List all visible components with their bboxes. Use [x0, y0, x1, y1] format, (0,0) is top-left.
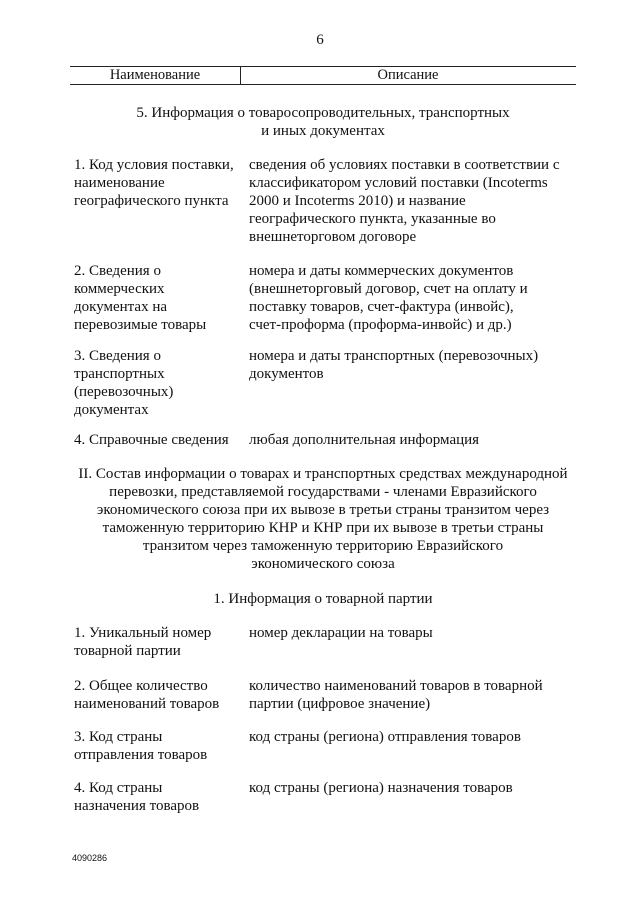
s5-row-2-name [74, 262, 244, 334]
section-5-heading [70, 104, 576, 140]
text-line: назначения товаров [74, 798, 200, 814]
text-line: любая дополнительная информация [249, 432, 480, 448]
text-line: 1. Уникальный номер [74, 625, 212, 641]
ss1-row-3-description [249, 728, 574, 746]
text-line: 3. Сведения о [74, 348, 161, 364]
heading-line: транзитом через таможенную территорию Евразийского [142, 538, 504, 554]
text-line: наименование [74, 175, 165, 191]
text-line: номера и даты коммерческих документов [249, 263, 514, 279]
ss1-row-2-name [74, 677, 244, 713]
text-line: классификатором условий поставки (Incoterms [249, 175, 548, 191]
ss1-row-4-name [74, 779, 244, 815]
text-line: номера и даты транспортных (перевозочных) [249, 348, 539, 364]
text-line: 2. Общее количество [74, 678, 208, 694]
text-line: количество наименований товаров в товарной [249, 678, 543, 694]
heading-line: перевозки, представляемой государствами - членами Евразийского [109, 484, 537, 500]
s5-row-2-description [249, 262, 574, 334]
table-header-description: Описание [377, 67, 439, 83]
text-line: документах на [74, 299, 168, 315]
text-line: внешнеторговом договоре [249, 229, 417, 245]
text-line: код страны (региона) назначения товаров [249, 780, 513, 796]
ss1-row-1-description [249, 624, 574, 642]
text-line: географического пункта, указанные во [249, 211, 496, 227]
ss1-row-4-description [249, 779, 574, 797]
s5-row-4-name [74, 431, 244, 449]
heading-line: и иных документах [261, 123, 385, 139]
text-line: 2000 и Incoterms 2010) и название [249, 193, 466, 209]
text-line: документах [74, 402, 149, 418]
part-2-heading [70, 465, 576, 573]
table-header-bottom-rule [70, 84, 576, 85]
document-code: 4090286 [72, 853, 108, 863]
heading-line: 1. Информация о товарной партии [213, 591, 433, 607]
heading-line: II. Состав информации о товарах и транспортных средствах международной [78, 466, 568, 482]
text-line: наименований товаров [74, 696, 220, 712]
text-line: географического пункта [74, 193, 229, 209]
text-line: (внешнеторговый договор, счет на оплату и [249, 281, 528, 297]
text-line: партии (цифровое значение) [249, 696, 431, 712]
text-line: 4. Справочные сведения [74, 432, 229, 448]
text-line: документов [249, 366, 324, 382]
heading-line: таможенную территорию КНР и КНР при их вывозе в третьи страны [102, 520, 544, 536]
s5-row-4-description [249, 431, 574, 449]
text-line: отправления товаров [74, 747, 208, 763]
s5-row-1-name [74, 156, 244, 210]
ss1-row-2-description [249, 677, 574, 713]
heading-line: 5. Информация о товаросопроводительных, транспортных [136, 105, 510, 121]
text-line: 1. Код условия поставки, [74, 157, 234, 173]
text-line: 3. Код страны [74, 729, 163, 745]
ss1-row-1-name [74, 624, 244, 660]
ss1-row-3-name [74, 728, 244, 764]
text-line: сведения об условиях поставки в соответствии с [249, 157, 560, 173]
text-line: перевозимые товары [74, 317, 207, 333]
text-line: 2. Сведения о [74, 263, 161, 279]
table-header-name: Наименование [109, 67, 201, 83]
s5-row-3-name [74, 347, 244, 419]
subsection-1-heading [70, 590, 576, 608]
heading-line: экономического союза при их вывозе в третьи страны транзитом через [96, 502, 550, 518]
text-line: товарной партии [74, 643, 181, 659]
text-line: коммерческих [74, 281, 165, 297]
text-line: 4. Код страны [74, 780, 163, 796]
s5-row-3-description [249, 347, 574, 383]
text-line: (перевозочных) [74, 384, 174, 400]
s5-row-1-description [249, 156, 574, 246]
text-line: транспортных [74, 366, 165, 382]
page-number: 6 [316, 32, 324, 48]
text-line: номер декларации на товары [249, 625, 433, 641]
text-line: поставку товаров, счет-фактура (инвойс), [249, 299, 514, 315]
heading-line: экономического союза [251, 556, 395, 572]
text-line: счет-проформа (проформа-инвойс) и др.) [249, 317, 512, 333]
text-line: код страны (региона) отправления товаров [249, 729, 521, 745]
